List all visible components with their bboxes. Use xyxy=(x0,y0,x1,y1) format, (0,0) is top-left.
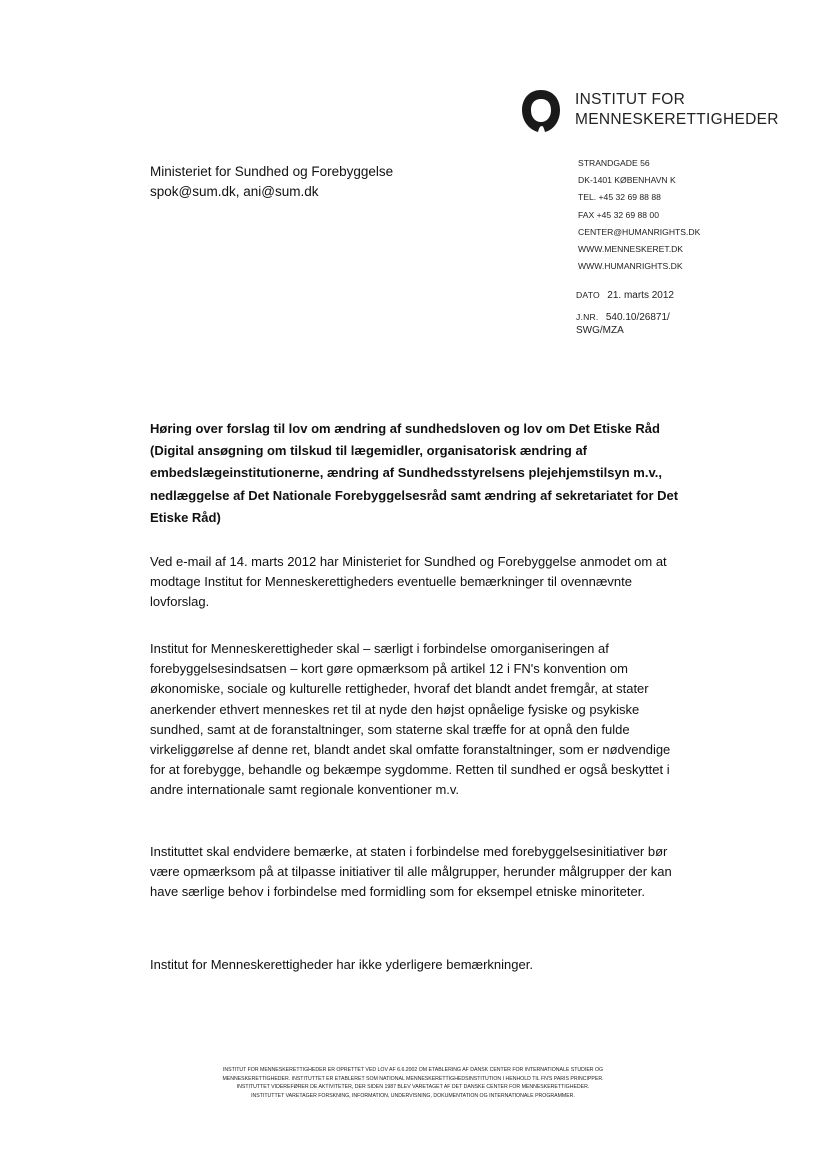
date-label: DATO xyxy=(576,290,600,300)
letter-subject: Høring over forslag til lov om ændring af sundhedsloven og lov om Det Etiske Råd (Digital ansøgning om tilskud til lægemidler, organisatorisk ændring af embedslægeinstitutionerne, ændring af Sundhedsstyrelsens plejehjemstilsyn m.v., nedlæggelse af Det Nationale Forebyggelsesråd samt ændring af sekretariatet for Det Etiske Råd) xyxy=(150,421,679,525)
legal-footer xyxy=(140,1066,686,1100)
contact-fax: FAX +45 32 69 88 00 xyxy=(578,209,659,220)
date-value: 21. marts 2012 xyxy=(607,290,674,301)
contact-city: DK-1401 KØBENHAVN K xyxy=(578,175,676,186)
jnr-label: J.NR. xyxy=(576,312,599,322)
footer-line: INSTITUTTET VIDEREFØRER DE AKTIVITETER, DER SIDEN 1987 BLEV VARETAGET AF DET DANSKE CENTER FOR MENNESKERETTIGHEDER. xyxy=(236,1084,590,1091)
footer-line: MENNESKERETTIGHEDER. INSTITUTTET ER ETABLERET SOM NATIONAL MENNESKERETTIGHEDSINSTITUTION I HENHOLD TIL FN'S PARIS PRINCIPPER. xyxy=(222,1075,604,1082)
contact-phone: TEL. +45 32 69 88 88 xyxy=(578,192,661,203)
contact-website-2: WWW.HUMANRIGHTS.DK xyxy=(578,261,683,272)
jnr-row xyxy=(576,311,674,337)
recipient-block xyxy=(150,162,393,202)
institute-logo xyxy=(516,84,779,134)
recipient-emails: spok@sum.dk, ani@sum.dk xyxy=(150,184,319,199)
letter-closing: Institut for Menneskerettigheder har ikke yderligere bemærkninger. xyxy=(150,957,533,972)
footer-line: INSTITUTTET VARETAGER FORSKNING, INFORMATION, UNDERVISNING, DOKUMENTATION OG INTERNATIONALE PROGRAMMER. xyxy=(251,1092,575,1099)
logo-line-2: MENNESKERETTIGHEDER xyxy=(575,111,779,128)
logo-line-1: INSTITUT FOR xyxy=(575,91,686,108)
jnr-value: 540.10/26871/ xyxy=(605,312,670,323)
letter-paragraph: Instituttet skal endvidere bemærke, at staten i forbindelse med forebyggelsesinitiativer bør være opmærksom på at tilpasse initiativer til alle målgrupper, herunder målgrupper der kan have særlige behov i forbindelse med formidling som for eksempel etniske minoriteter. xyxy=(150,844,672,900)
footer-line: INSTITUT FOR MENNESKERETTIGHEDER ER OPRETTET VED LOV AF 6.6.2002 OM ETABLERING AF DANSK CENTER FOR INTERNATIONALE STUDIER OG xyxy=(222,1067,604,1073)
jnr-value-initials: SWG/MZA xyxy=(576,325,624,336)
letter-paragraph: Institut for Menneskerettigheder skal – særligt i forbindelse omorganiseringen af forebyggelsesindsatsen – kort gøre opmærksom på artikel 12 i FN's konvention om økonomiske, sociale og kulturelle rettigheder, hvoraf det blandt andet fremgår, at stater anerkender ethvert menneskes ret til at nyde den højst opnåelige fysiske og psykiske sundhed, samt at de foranstaltninger, som staterne skal træffe for at opnå den fulde virkeliggørelse af denne ret, blandt andet skal omfatte foranstaltninger, som er nødvendige for at forebygge, behandle og bekæmpe sygdomme. Retten til sundhed er også beskyttet i andre internationale samt regionale konventioner m.v. xyxy=(150,641,671,798)
contact-email: CENTER@HUMANRIGHTS.DK xyxy=(578,226,701,237)
letter-paragraph: Ved e-mail af 14. marts 2012 har Ministeriet for Sundhed og Forebyggelse anmodet om at modtage Institut for Menneskerettigheders eventuelle bemærkninger til ovennævnte lovforslag. xyxy=(150,554,667,610)
date-row xyxy=(576,289,674,302)
recipient-name: Ministeriet for Sundhed og Forebyggelse xyxy=(150,164,394,179)
contact-block xyxy=(578,155,700,275)
contact-website-1: WWW.MENNESKERET.DK xyxy=(578,244,684,255)
contact-address: STRANDGADE 56 xyxy=(578,158,650,168)
reference-block xyxy=(576,289,674,346)
institute-logo-icon xyxy=(516,86,566,136)
institute-logo-text xyxy=(575,90,779,130)
